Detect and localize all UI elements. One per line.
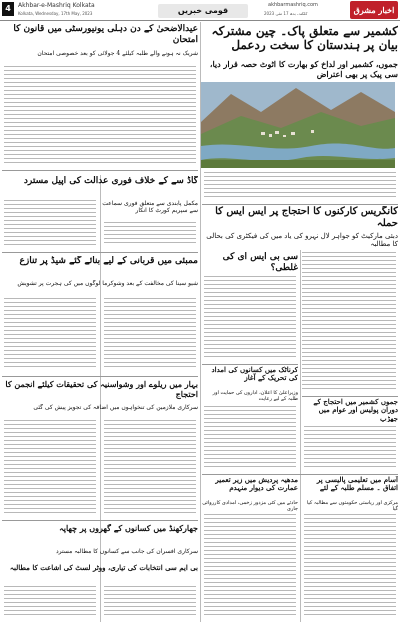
divider	[2, 170, 198, 171]
eid-body	[4, 66, 196, 166]
headline-cbse: سی بی ایس ای کی غلطی؟	[222, 252, 298, 272]
mumbai-body-col2	[4, 298, 96, 372]
headline-assam: آسام میں تعلیمی پالیسی پر اتفاق ۔ مسلم طلبہ کے لئے	[316, 476, 398, 493]
subhead-assam: مرکزی اور ریاستی حکومتوں سے مطالبہ کیا گیا	[306, 500, 398, 512]
subhead-mumbai: شیو سینا کی مخالفت کے بعد وشوکرما لوگوں میں کی ہجرت پر تشویش	[17, 280, 198, 287]
jharkhand-body-col2	[4, 586, 96, 620]
mumbai-body-col1	[104, 298, 196, 372]
karachi-body-col1	[302, 252, 396, 392]
cbse-body	[204, 276, 296, 362]
headline-godse: گاڈ سے کے خلاف فوری عدالت کی اپیل مسترد	[23, 176, 198, 186]
bihar-body-col2	[4, 420, 96, 516]
section-title: قومی خبریں	[158, 4, 248, 18]
kashmir-body	[204, 172, 396, 202]
divider	[2, 520, 198, 521]
paper-name-en: Akhbar-e-Mashriq Kolkata	[18, 2, 95, 9]
subhead-godse: مکمل پابندی سے متعلق فوری سماعت سے سپریم کورٹ کا انکار	[102, 200, 198, 215]
headline-bihar: بہار میں ریلوے اور وشواسنیہ کی تحقیقات کیلئے انجمن کا احتجاج	[5, 380, 198, 399]
masthead	[0, 0, 400, 20]
subhead-karachi: دبئی مارکیٹ کو جواہر لال نہرو کی یاد میں کی فیکٹری کی بحالی کا مطالبہ	[206, 232, 398, 248]
subhead-bihar: سرکاری ملازمین کی تنخواہوں میں اضافہ کی تجویز پیش کی گئی	[33, 404, 198, 411]
godse-body-col2	[4, 200, 96, 248]
karnataka-body	[204, 406, 296, 470]
divider	[2, 376, 198, 377]
subhead-eid-exam: شریک نہ ہونے والے طلبہ کیلئے 4 جولائی کو بعد خصوصی امتحان	[37, 50, 198, 57]
headline-mumbai: ممبئی میں قربانی کے لیے بنائے گئے شیڈ پر تنازع	[19, 256, 198, 266]
headline-eid-exam: عیدالاضحیٰ کے دن دہلی یونیورسٹی میں قانون کا امتحان	[13, 24, 198, 45]
photo-illustration	[201, 82, 395, 168]
paper-logo: اخبار مشرق	[350, 1, 398, 19]
date-urdu: کلکتہ، بدھ 17 مئی 2023	[264, 11, 308, 16]
column-divider-right	[300, 250, 301, 622]
headline-mp: مدھیہ پردیش میں زیر تعمیر عمارت کی دیوار منہدم	[215, 476, 298, 493]
date-en: Kolkata, Wednesday, 17th May, 2023	[18, 11, 93, 16]
jharkhand-body-col1	[104, 586, 196, 620]
protest-body	[304, 426, 396, 470]
header-divider	[0, 20, 400, 21]
headline-jharkhand: جھارکھنڈ میں کسانوں کے گھروں پر چھاپہ	[59, 524, 198, 533]
headline-kashmir: کشمیر سے متعلق پاک۔ چین مشترکہ بیان پر ہندستان کا سخت ردعمل	[211, 24, 398, 53]
kashmir-valley-photo	[201, 82, 395, 168]
divider	[202, 204, 398, 205]
divider	[202, 474, 398, 475]
mp-body	[204, 514, 296, 618]
headline-elections: بی ایم سی انتخابات کی تیاری، ووٹر لسٹ کی اشاعت کا مطالبہ	[9, 564, 198, 572]
page-number: 4	[2, 2, 14, 16]
assam-body	[304, 514, 396, 618]
subhead-jharkhand: سرکاری افسران کی جانب سے کسانوں کا مطالبہ مسترد	[55, 548, 198, 555]
godse-body-col1	[104, 222, 196, 248]
website-url[interactable]: akhbarmashriq.com	[268, 2, 318, 8]
divider	[302, 396, 398, 397]
headline-karachi: کانگریس کارکنوں کا احتجاج پر ایس ایس کا حملہ	[215, 206, 398, 229]
subhead-mp: حادثے میں کئی مزدور زخمی، امدادی کارروائی جاری	[202, 500, 298, 512]
headline-protest: جموں کشمیر میں احتجاج کے دوران پولیس اور عوام میں جھڑپ	[313, 398, 398, 422]
subhead-kashmir: جموں، کشمیر اور لداخ کو بھارت کا اٹوٹ حصہ قرار دیا، سی پیک پر بھی اعتراض	[209, 60, 398, 79]
divider	[2, 252, 198, 253]
divider	[202, 364, 298, 365]
subhead-karnataka: وزیراعلیٰ کا اعلان، اداروں کی حمایت اور طلبہ کے لیے رعایت	[212, 390, 298, 402]
headline-karnataka: کرناٹک میں کسانوں کی امداد کی تحریک کے آغاز	[211, 366, 298, 383]
bihar-body-col1	[104, 420, 196, 516]
